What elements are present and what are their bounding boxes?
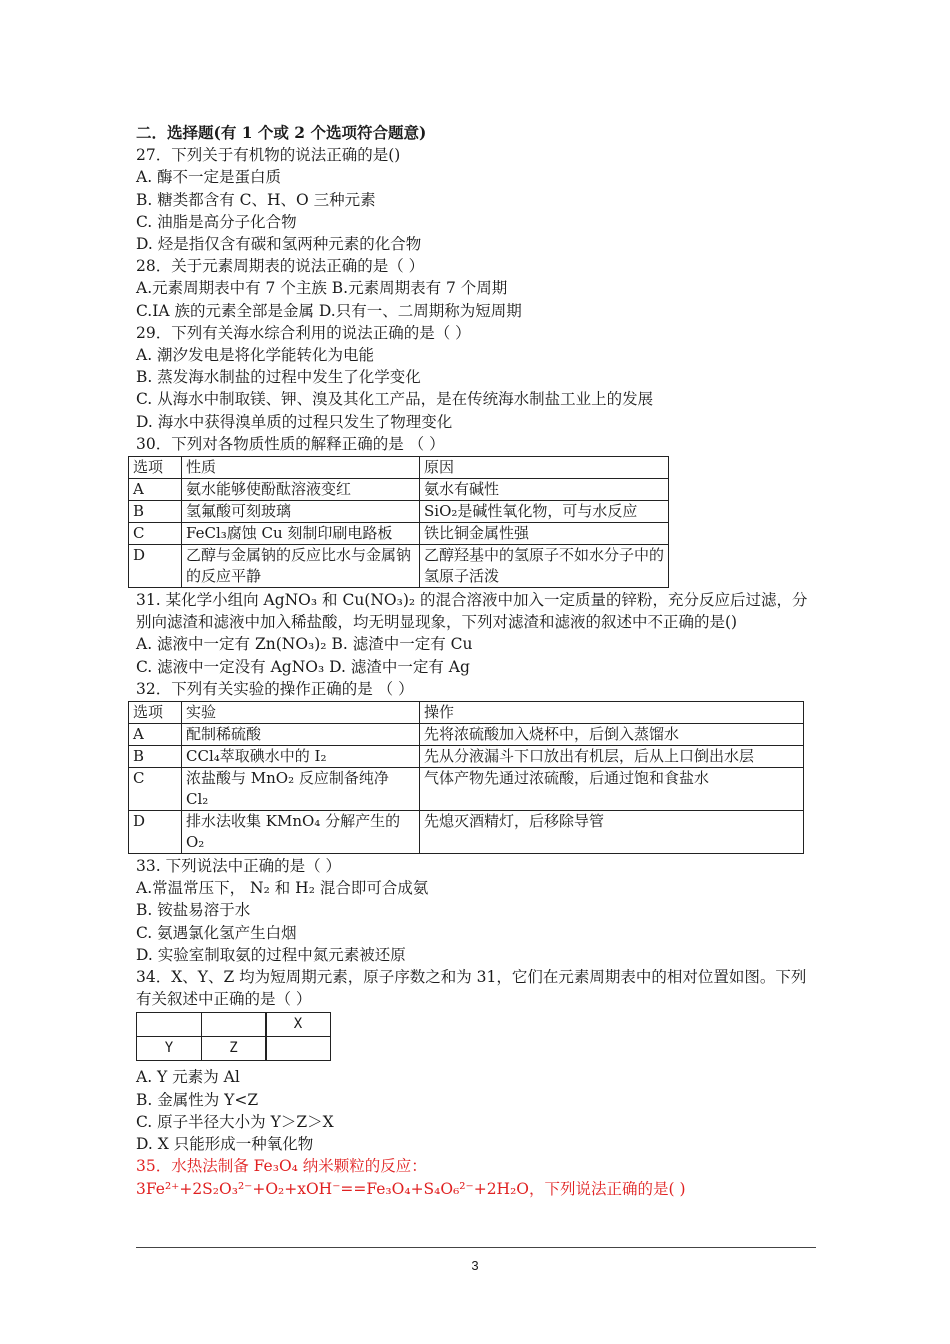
footer-divider [136,1247,816,1248]
table-cell: 先将浓硫酸加入烧杯中，后倒入蒸馏水 [420,724,804,746]
table-header: 原因 [420,457,669,479]
table-cell: B [129,746,182,768]
table-cell: D [129,811,182,854]
periodic-table-diagram [136,1012,336,1062]
table-cell: 氢氟酸可刻玻璃 [182,501,420,523]
table-cell: C [129,523,182,545]
table-cell: 氨水有碱性 [420,479,669,501]
table-cell: SiO₂是碱性氧化物，可与水反应 [420,501,669,523]
q35-stem: 35．水热法制备 Fe₃O₄ 纳米颗粒的反应：3Fe²⁺+2S₂O₃²⁻+O₂+xOH⁻==Fe₃O₄+S₄O₆²⁻+2H₂O，下列说法正确的是( ) [136,1157,686,1198]
q33-option-c: C. 氨遇氯化氢产生白烟 [136,923,297,942]
table-cell: 配制稀硫酸 [182,724,420,746]
table-row [129,702,804,724]
table-header: 实验 [182,702,420,724]
q29-option-a: A. 潮汐发电是将化学能转化为电能 [136,346,375,365]
q29-option-d: D. 海水中获得溴单质的过程只发生了物理变化 [136,412,453,431]
table-row [129,545,669,588]
table-cell: 先从分液漏斗下口放出有机层，后从上口倒出水层 [420,746,804,768]
table-cell: CCl₄萃取碘水中的 I₂ [182,746,420,768]
q31-options-ab: A. 滤液中一定有 Zn(NO₃)₂ B. 滤渣中一定有 Cu [136,635,473,654]
exam-page [133,122,816,1200]
table-cell: 铁比铜金属性强 [420,523,669,545]
q33-option-b: B. 铵盐易溶于水 [136,901,251,920]
table-cell: A [129,479,182,501]
q28-options-ab: A.元素周期表中有 7 个主族 B.元素周期表有 7 个周期 [136,279,508,298]
periodic-cell [201,1012,267,1037]
table-cell: 先熄灭酒精灯，后移除导管 [420,811,804,854]
table-row [129,457,669,479]
q29-stem: 29．下列有关海水综合利用的说法正确的是（ ） [136,323,471,342]
table-row [129,811,804,854]
table-cell: A [129,724,182,746]
table-header: 操作 [420,702,804,724]
section-title: 二．选择题(有 1 个或 2 个选项符合题意) [136,123,427,142]
table-cell: 乙醇羟基中的氢原子不如水分子中的氢原子活泼 [420,545,669,588]
q32-stem: 32．下列有关实验的操作正确的是 （ ） [136,679,414,698]
table-cell: 氨水能够使酚酞溶液变红 [182,479,420,501]
table-cell: 排水法收集 KMnO₄ 分解产生的 O₂ [182,811,420,854]
table-cell: B [129,501,182,523]
q34-option-a: A. Y 元素为 Al [136,1068,240,1087]
table-cell: 气体产物先通过浓硫酸，后通过饱和食盐水 [420,768,804,811]
q27-option-a: A. 酶不一定是蛋白质 [136,168,282,187]
table-row [129,724,804,746]
table-row [129,768,804,811]
table-cell: 乙醇与金属钠的反应比水与金属钠的反应平静 [182,545,420,588]
periodic-cell [265,1036,331,1061]
q27-stem: 27．下列关于有机物的说法正确的是() [136,146,401,165]
periodic-cell-y: Y [136,1036,202,1061]
q33-option-d: D. 实验室制取氨的过程中氮元素被还原 [136,945,406,964]
table-row [129,523,669,545]
periodic-cell-z: Z [201,1036,267,1061]
q30-stem: 30．下列对各物质性质的解释正确的是 （ ） [136,434,445,453]
q34-option-d: D. X 只能形成一种氧化物 [136,1135,314,1154]
periodic-cell-x: X [265,1012,331,1037]
table-row [129,479,669,501]
q34-option-c: C. 原子半径大小为 Y＞Z＞X [136,1112,334,1131]
q27-option-b: B. 糖类都含有 C、H、O 三种元素 [136,190,376,209]
q28-stem: 28．关于元素周期表的说法正确的是（ ） [136,257,425,276]
q33-stem: 33. 下列说法中正确的是（ ） [136,857,342,876]
q27-option-c: C. 油脂是高分子化合物 [136,212,297,231]
q29-option-c: C. 从海水中制取镁、钾、溴及其化工产品，是在传统海水制盐工业上的发展 [136,390,654,409]
table-row [129,501,669,523]
q28-options-cd: C.IA 族的元素全部是金属 D.只有一、二周期称为短周期 [136,301,522,320]
q30-table [128,456,669,588]
table-cell: C [129,768,182,811]
table-header: 选项 [129,702,182,724]
table-cell: FeCl₃腐蚀 Cu 刻制印刷电路板 [182,523,420,545]
table-header: 选项 [129,457,182,479]
q31-stem: 31. 某化学小组向 AgNO₃ 和 Cu(NO₃)₂ 的混合溶液中加入一定质量的锌粉，充分反应后过滤，分别向滤渣和滤液中加入稀盐酸，均无明显现象，下列对滤渣和滤液的叙述中不正确的是() [136,591,808,632]
q33-option-a: A.常温常压下， N₂ 和 H₂ 混合即可合成氨 [136,879,429,898]
q31-options-cd: C. 滤液中一定没有 AgNO₃ D. 滤渣中一定有 Ag [136,657,470,676]
table-cell: D [129,545,182,588]
q34-stem: 34．X、Y、Z 均为短周期元素，原子序数之和为 31，它们在元素周期表中的相对位置如图。下列有关叙述中正确的是（ ） [136,968,807,1009]
table-cell: 浓盐酸与 MnO₂ 反应制备纯净 Cl₂ [182,768,420,811]
table-header: 性质 [182,457,420,479]
q34-option-b: B. 金属性为 Y<Z [136,1090,259,1109]
q29-option-b: B. 蒸发海水制盐的过程中发生了化学变化 [136,368,421,387]
periodic-cell [136,1012,202,1037]
page-number: 3 [471,1258,479,1273]
table-row [129,746,804,768]
q27-option-d: D. 烃是指仅含有碳和氢两种元素的化合物 [136,235,422,254]
q32-table [128,701,804,854]
